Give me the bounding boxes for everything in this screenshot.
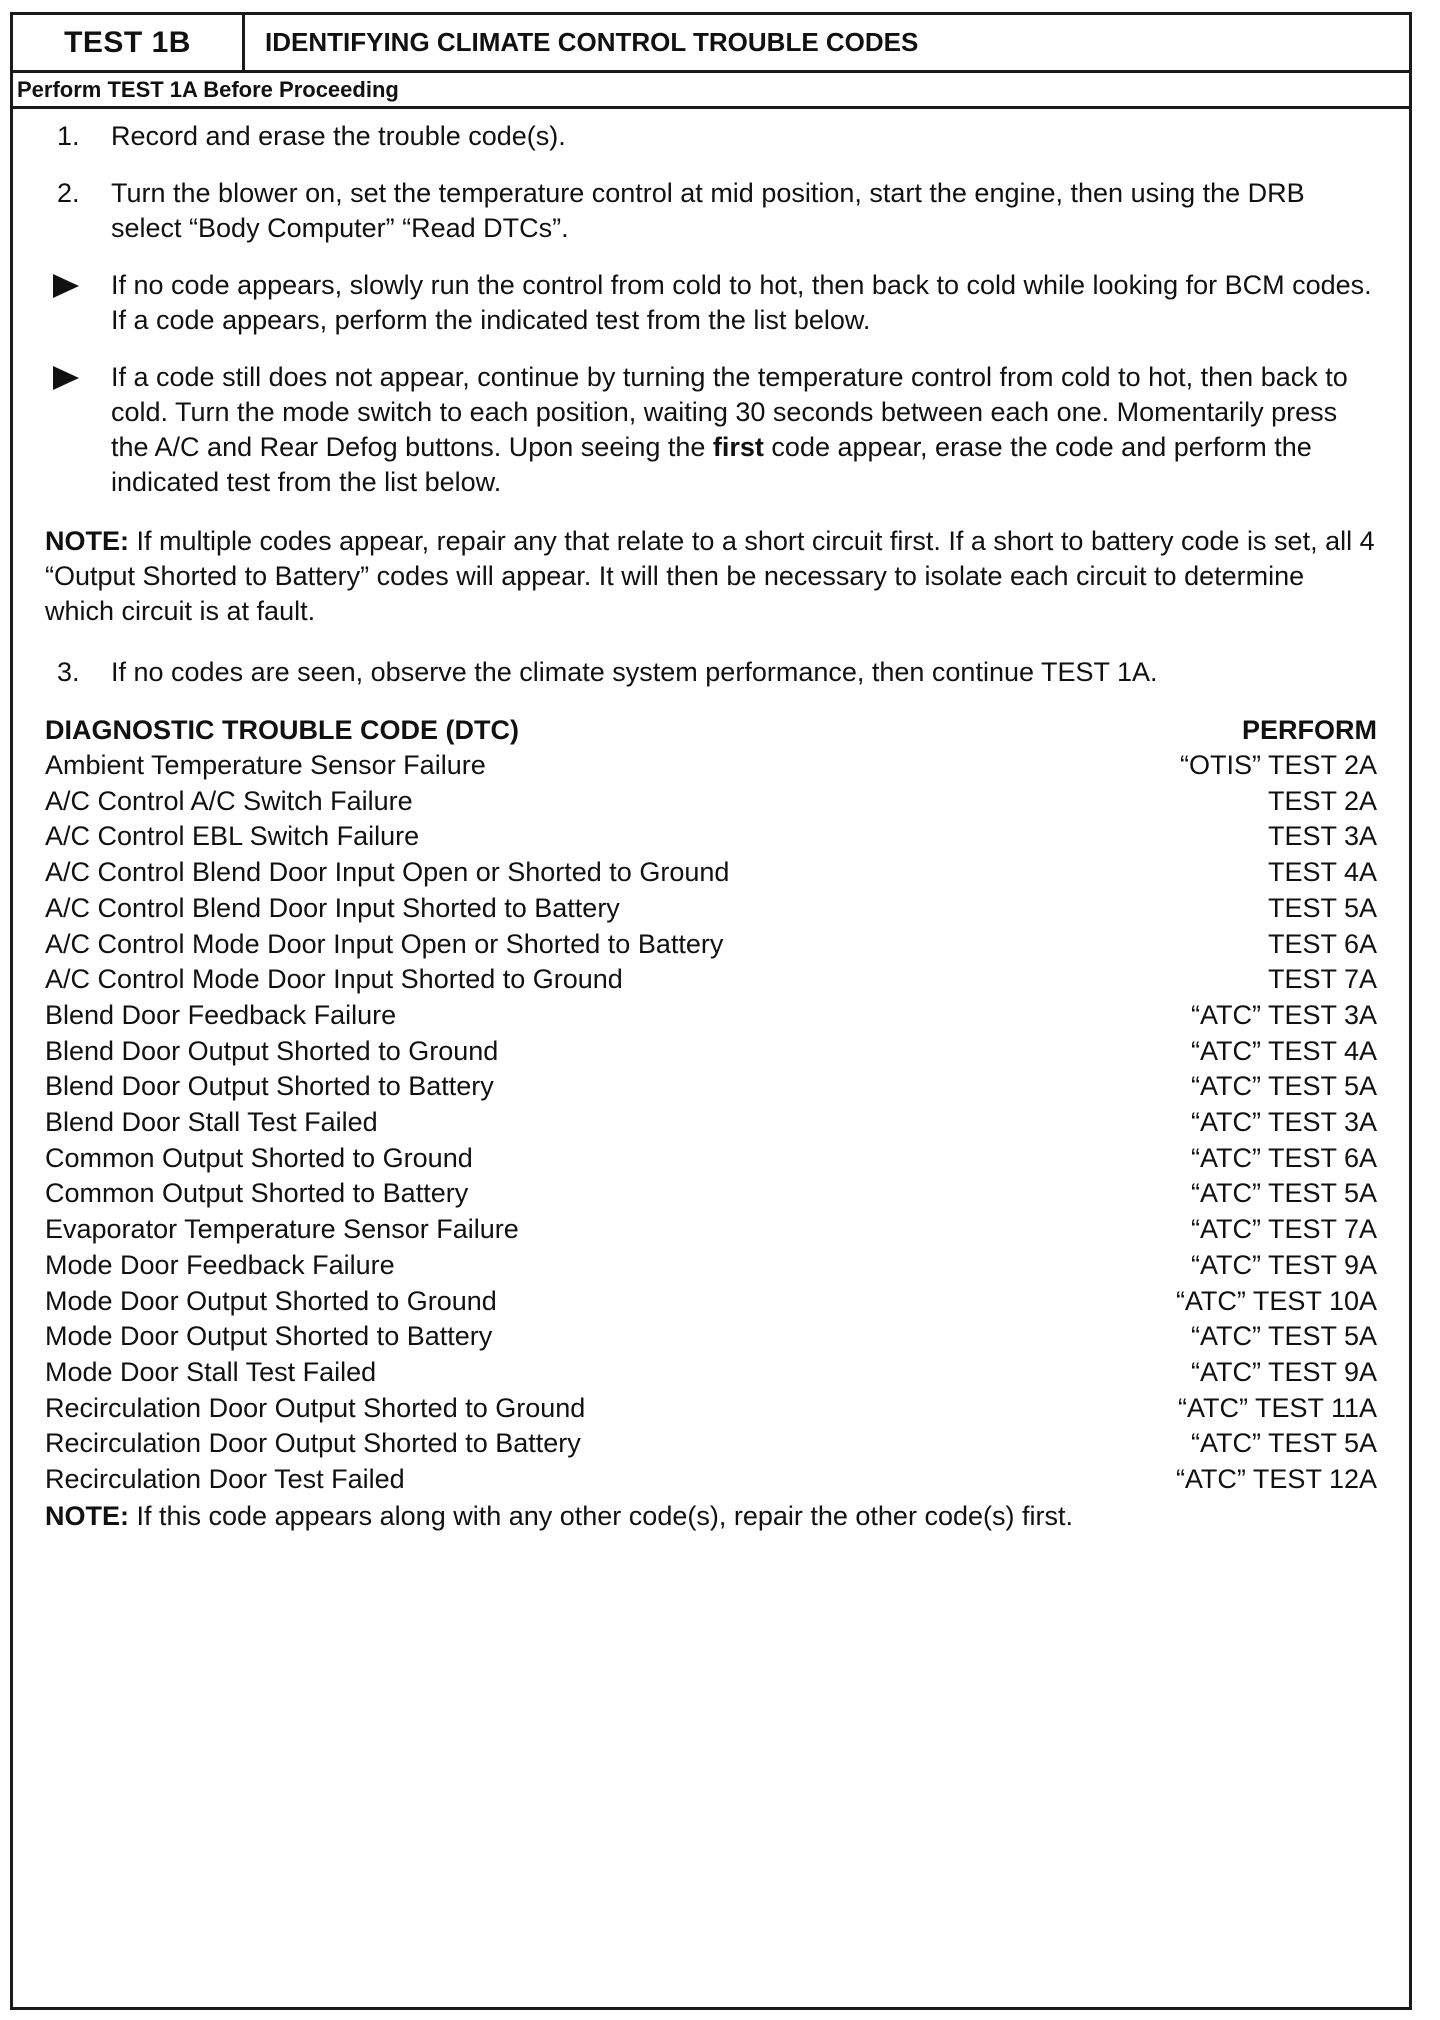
bullet-text: If no code appears, slowly run the control from cold to hot, then back to cold while looking for BCM codes. If a code appears, perform the indicated test from the list below.	[111, 270, 1372, 335]
dtc-code: A/C Control Mode Door Input Shorted to Ground	[45, 964, 623, 995]
prerequisite-line: Perform TEST 1A Before Proceeding	[13, 73, 1409, 109]
bullet-text-after: code appear, erase the code and perform the indicated test from the list below.	[111, 432, 1312, 497]
step-text: If no codes are seen, observe the climate system performance, then continue TEST 1A.	[111, 657, 1158, 687]
dtc-rows	[45, 748, 1377, 1498]
perform-test: “OTIS” TEST 2A	[1179, 750, 1377, 780]
perform-test: “ATC” TEST 3A	[1190, 1107, 1377, 1138]
dtc-table-header	[45, 712, 1377, 748]
dtc-code: A/C Control Blend Door Input Open or Shorted to Ground	[45, 857, 730, 888]
dtc-code: Blend Door Output Shorted to Battery	[45, 1071, 494, 1102]
dtc-code: Mode Door Output Shorted to Ground	[45, 1285, 497, 1316]
note-label: NOTE:	[45, 1500, 129, 1531]
note-text: If this code appears along with any other code(s), repair the other code(s) first.	[129, 1500, 1073, 1531]
perform-test: “ATC” TEST 5A	[1190, 1178, 1377, 1209]
table-row	[45, 1319, 1377, 1355]
step-text: Turn the blower on, set the temperature control at mid position, start the engine, then using the DRB select “Body Computer” “Read DTCs”.	[111, 178, 1305, 243]
table-row	[45, 1391, 1377, 1427]
table-row	[45, 855, 1377, 891]
content	[13, 119, 1409, 1534]
perform-test: “ATC” TEST 12A	[1175, 1464, 1377, 1495]
test-title: IDENTIFYING CLIMATE CONTROL TROUBLE CODES	[265, 27, 919, 57]
note-multiple-codes	[45, 524, 1377, 629]
document-frame	[10, 12, 1412, 2010]
dtc-code: Common Output Shorted to Ground	[45, 1142, 473, 1173]
note-other-codes	[45, 1498, 1377, 1534]
step-2	[45, 176, 1377, 246]
perform-test: TEST 2A	[1267, 785, 1377, 816]
perform-test: TEST 3A	[1267, 821, 1377, 852]
step-number: 3.	[57, 657, 80, 687]
perform-test: TEST 6A	[1267, 928, 1377, 959]
dtc-code: Common Output Shorted to Battery	[45, 1178, 469, 1209]
table-row	[45, 1355, 1377, 1391]
dtc-code: A/C Control EBL Switch Failure	[45, 821, 420, 852]
dtc-code: Recirculation Door Test Failed	[45, 1464, 405, 1495]
table-row	[45, 1462, 1377, 1498]
perform-test: TEST 7A	[1267, 964, 1377, 995]
arrow-bullet-icon	[45, 360, 111, 500]
dtc-code: Ambient Temperature Sensor Failure	[45, 750, 486, 780]
table-row	[45, 1426, 1377, 1462]
table-row	[45, 927, 1377, 963]
perform-test: “ATC” TEST 6A	[1190, 1142, 1377, 1173]
dtc-code: Blend Door Stall Test Failed	[45, 1107, 378, 1138]
table-row	[45, 1069, 1377, 1105]
header-row	[13, 15, 1409, 73]
perform-test: TEST 5A	[1267, 892, 1377, 923]
table-row	[45, 784, 1377, 820]
test-id: TEST 1B	[13, 15, 245, 70]
dtc-code: A/C Control A/C Switch Failure	[45, 785, 413, 816]
dtc-code: A/C Control Mode Door Input Open or Shorted to Battery	[45, 928, 724, 959]
bullet-2	[45, 360, 1377, 500]
dtc-code: Blend Door Feedback Failure	[45, 999, 397, 1030]
dtc-table	[45, 712, 1377, 1534]
table-row	[45, 1034, 1377, 1070]
perform-test: “ATC” TEST 11A	[1177, 1392, 1377, 1423]
dtc-column-header: DIAGNOSTIC TROUBLE CODE (DTC)	[45, 715, 519, 745]
table-row	[45, 891, 1377, 927]
dtc-code: Evaporator Temperature Sensor Failure	[45, 1214, 519, 1245]
table-row	[45, 962, 1377, 998]
perform-test: “ATC” TEST 5A	[1190, 1071, 1377, 1102]
step-number: 2.	[57, 178, 80, 208]
perform-test: “ATC” TEST 7A	[1190, 1214, 1377, 1245]
step-1	[45, 119, 1377, 154]
table-row	[45, 748, 1377, 784]
step-text: Record and erase the trouble code(s).	[111, 121, 566, 151]
table-row	[45, 1284, 1377, 1320]
table-row	[45, 819, 1377, 855]
step-number: 1.	[57, 121, 80, 151]
table-row	[45, 1248, 1377, 1284]
arrow-bullet-icon	[45, 268, 111, 338]
bullet-text-before: If a code still does not appear, continue by turning the temperature control from cold to hot, then back to cold. Turn the mode switch to each position, waiting 30 seconds between each one. Momentarily press the A/C and Rear Defog buttons. Upon seeing the	[111, 362, 1348, 462]
dtc-code: Recirculation Door Output Shorted to Battery	[45, 1428, 581, 1459]
bullet-1	[45, 268, 1377, 338]
perform-test: “ATC” TEST 9A	[1190, 1356, 1377, 1387]
perform-test: “ATC” TEST 4A	[1190, 1035, 1377, 1066]
table-row	[45, 998, 1377, 1034]
perform-column-header: PERFORM	[1242, 715, 1377, 745]
table-row	[45, 1176, 1377, 1212]
dtc-code: Mode Door Output Shorted to Battery	[45, 1321, 493, 1352]
perform-test: “ATC” TEST 3A	[1190, 999, 1377, 1030]
perform-test: TEST 4A	[1267, 857, 1377, 888]
note-label: NOTE:	[45, 526, 129, 556]
table-row	[45, 1212, 1377, 1248]
perform-test: “ATC” TEST 5A	[1190, 1321, 1377, 1352]
dtc-code: Mode Door Stall Test Failed	[45, 1356, 377, 1387]
perform-test: “ATC” TEST 9A	[1190, 1249, 1377, 1280]
dtc-code: Mode Door Feedback Failure	[45, 1249, 395, 1280]
bullet-text	[111, 360, 1377, 500]
perform-test: “ATC” TEST 10A	[1175, 1285, 1377, 1316]
dtc-code: A/C Control Blend Door Input Shorted to Battery	[45, 892, 620, 923]
bullet-emphasis: first	[712, 432, 764, 462]
step-3	[45, 655, 1377, 690]
dtc-code: Recirculation Door Output Shorted to Ground	[45, 1392, 586, 1423]
perform-test: “ATC” TEST 5A	[1190, 1428, 1377, 1459]
table-row	[45, 1105, 1377, 1141]
note-text: If multiple codes appear, repair any that relate to a short circuit first. If a short to battery code is set, all 4 “Output Shorted to Battery” codes will appear. It will then be necessary to isolate each circuit to determine which circuit is at fault.	[45, 526, 1375, 626]
dtc-code: Blend Door Output Shorted to Ground	[45, 1035, 499, 1066]
table-row	[45, 1141, 1377, 1177]
